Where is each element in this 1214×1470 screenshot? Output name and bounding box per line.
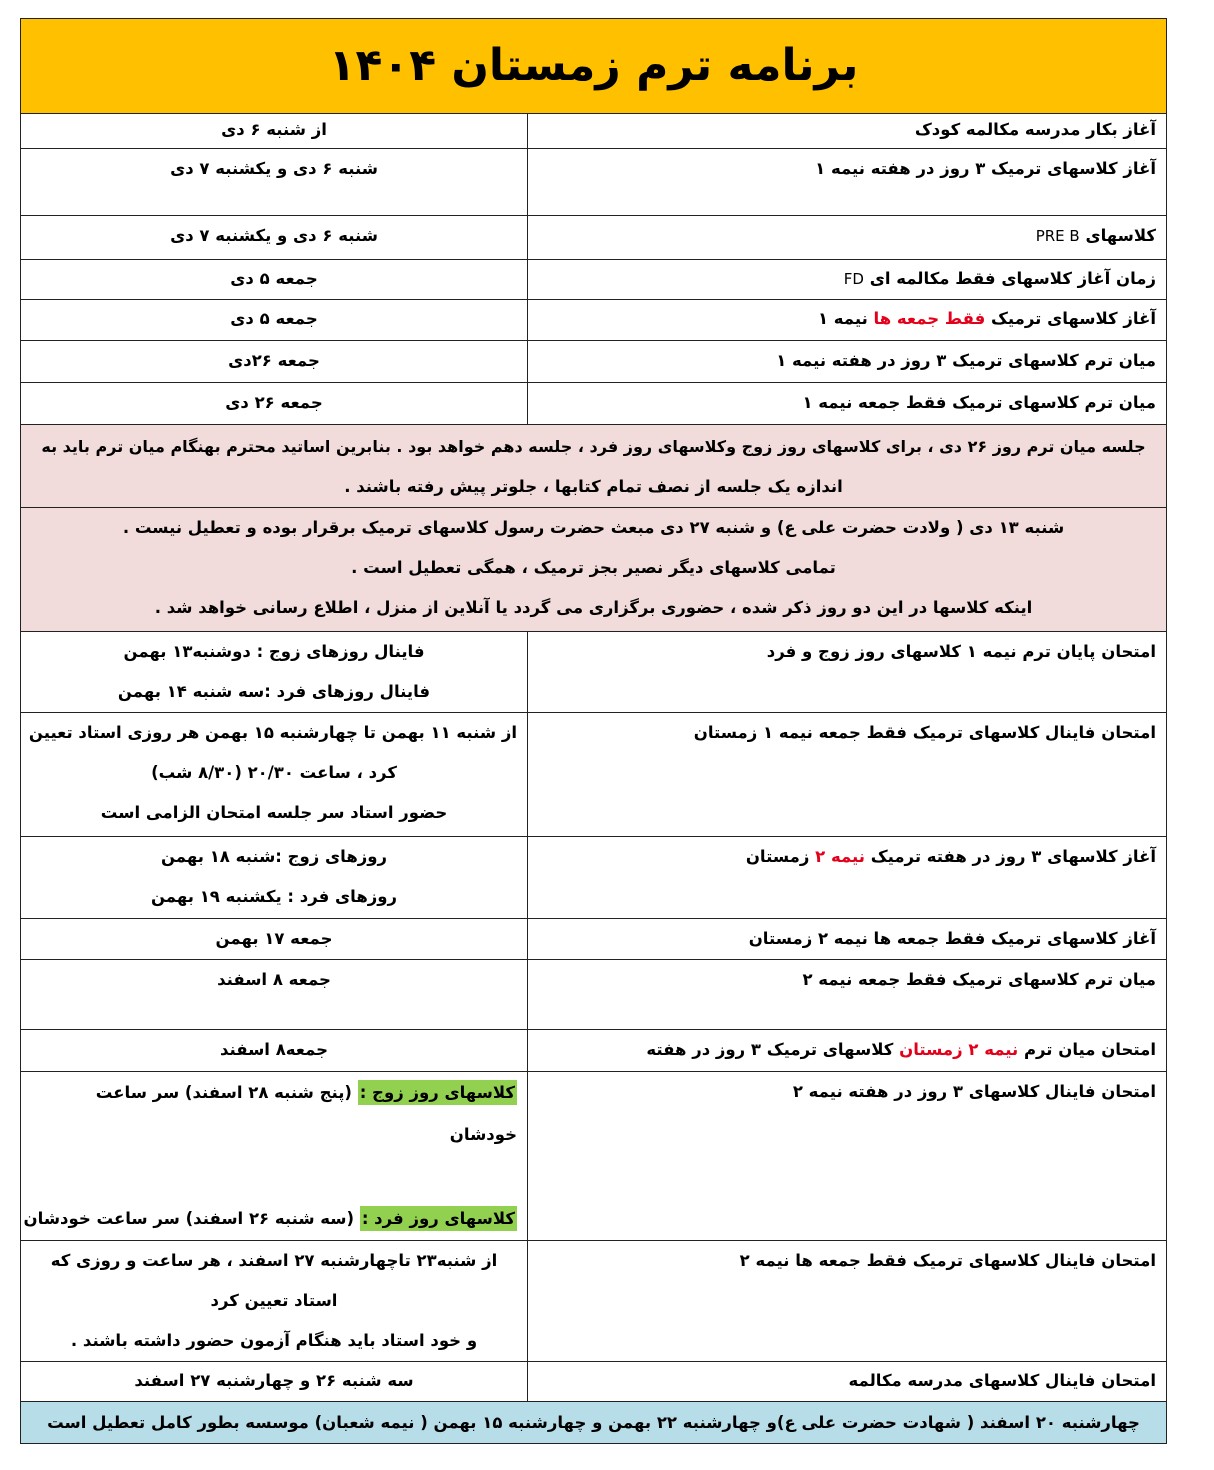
value-line: و خود استاد باید هنگام آزمون حضور داشته باشند . — [70, 1331, 478, 1350]
row-label: آغاز کلاسهای ترمیک فقط جمعه ها نیمه ۲ زمستان — [528, 919, 1167, 960]
value-line: فاینال روزهای زوج : دوشنبه۱۳ بهمن — [123, 642, 425, 661]
row-value: شنبه ۶ دی و یکشنبه ۷ دی — [21, 216, 528, 260]
row-label — [528, 1030, 1167, 1072]
highlight-red-text: نیمه ۲ — [815, 847, 865, 866]
row-value: جمعه ۲۶ دی — [21, 383, 528, 425]
row-label — [528, 216, 1167, 260]
value-line: کرد ، ساعت ۲۰/۳۰ (۸/۳۰ شب) — [151, 763, 397, 782]
spacer — [31, 1156, 517, 1198]
row-value — [21, 837, 528, 919]
closure-footer: چهارشنبه ۲۰ اسفند ( شهادت حضرت علی ع)و چهارشنبه ۲۲ بهمن و چهارشنبه ۱۵ بهمن ( نیمه شعبان) موسسه بطور کامل تعطیل است — [21, 1402, 1167, 1444]
note-line: شنبه ۱۳ دی ( ولادت حضرت علی ع) و شنبه ۲۷ دی مبعث حضرت رسول کلاسهای ترمیک برقرار بوده و تعطیل نیست . — [122, 518, 1065, 537]
row-value: جمعه ۵ دی — [21, 300, 528, 341]
value-line: حضور استاد سر جلسه امتحان الزامی است — [100, 803, 448, 822]
row-value: سه شنبه ۲۶ و چهارشنبه ۲۷ اسفند — [21, 1362, 528, 1402]
row-label: امتحان فاینال کلاسهای مدرسه مکالمه — [528, 1362, 1167, 1402]
highlight-red-text: نیمه ۲ زمستان — [899, 1040, 1019, 1059]
value-line: خودشان — [449, 1125, 518, 1144]
label-text: زمستان — [745, 847, 810, 866]
value-line: روزهای زوج :شنبه ۱۸ بهمن — [160, 847, 388, 866]
label-text: زمان آغاز کلاسهای فقط مکالمه ای — [869, 269, 1157, 288]
odd-days-tag: کلاسهای روز فرد : — [360, 1206, 517, 1231]
even-days-tag: کلاسهای روز زوج : — [358, 1080, 517, 1105]
row-value: از شنبه ۶ دی — [21, 114, 528, 149]
row-label — [528, 300, 1167, 341]
row-value — [21, 1241, 528, 1362]
row-label — [528, 260, 1167, 300]
value-line: فاینال روزهای فرد :سه شنبه ۱۴ بهمن — [117, 682, 431, 701]
row-label: میان ترم کلاسهای ترمیک فقط جمعه نیمه ۱ — [528, 383, 1167, 425]
row-label: امتحان پایان ترم نیمه ۱ کلاسهای روز زوج و فرد — [528, 632, 1167, 713]
highlight-red-text: فقط جمعه ها — [873, 309, 986, 328]
class-code: FD — [843, 270, 864, 288]
even-days-text: (پنج شنبه ۲۸ اسفند) سر ساعت — [95, 1083, 352, 1102]
value-line: استاد تعیین کرد — [210, 1291, 338, 1310]
value-line: از شنبه ۱۱ بهمن تا چهارشنبه ۱۵ بهمن هر روزی استاد تعیین — [28, 723, 518, 742]
row-label — [528, 837, 1167, 919]
row-value — [21, 1072, 528, 1241]
row-value: جمعه ۲۶دی — [21, 341, 528, 383]
row-label: امتحان فاینال کلاسهای ۳ روز در هفته نیمه ۲ — [528, 1072, 1167, 1241]
row-label: آغاز کلاسهای ترمیک ۳ روز در هفته نیمه ۱ — [528, 149, 1167, 216]
row-value: جمعه ۸ اسفند — [21, 960, 528, 1030]
note-line: تمامی کلاسهای دیگر نصیر بجز ترمیک ، همگی تعطیل است . — [351, 558, 836, 577]
row-value: شنبه ۶ دی و یکشنبه ۷ دی — [21, 149, 528, 216]
odd-days-text: (سه شنبه ۲۶ اسفند) سر ساعت خودشان — [23, 1209, 355, 1228]
label-text: آغاز کلاسهای ۳ روز در هفته ترمیک — [870, 847, 1157, 866]
note-line: اندازه یک جلسه از نصف تمام کتابها ، جلوتر پیش رفته باشند . — [344, 477, 843, 496]
value-line — [31, 1072, 517, 1114]
holiday-note — [21, 508, 1167, 632]
class-code: PRE B — [1035, 227, 1080, 245]
label-text: کلاسهای ترمیک ۳ روز در هفته — [646, 1040, 894, 1059]
value-line: روزهای فرد : یکشنبه ۱۹ بهمن — [150, 887, 398, 906]
label-text: کلاسهای — [1085, 226, 1157, 245]
midterm-note — [21, 425, 1167, 508]
schedule-table — [20, 18, 1167, 1444]
row-label: امتحان فاینال کلاسهای ترمیک فقط جمعه نیمه ۱ زمستان — [528, 713, 1167, 837]
page-title: برنامه ترم زمستان ۱۴۰۴ — [21, 19, 1167, 114]
label-text: امتحان میان ترم — [1023, 1040, 1157, 1059]
note-line: جلسه میان ترم روز ۲۶ دی ، برای کلاسهای روز زوج وکلاسهای روز فرد ، جلسه دهم خواهد بود . بنابرین اساتید محترم بهنگام میان ترم باید به — [41, 437, 1146, 456]
row-value: جمعه ۱۷ بهمن — [21, 919, 528, 960]
row-value — [21, 713, 528, 837]
row-label: میان ترم کلاسهای ترمیک فقط جمعه نیمه ۲ — [528, 960, 1167, 1030]
note-line: اینکه کلاسها در این دو روز ذکر شده ، حضوری برگزاری می گردد یا آنلاین از منزل ، اطلاع رسانی خواهد شد . — [154, 598, 1033, 617]
row-value — [21, 632, 528, 713]
label-text: نیمه ۱ — [817, 309, 868, 328]
label-text: آغاز کلاسهای ترمیک — [991, 309, 1157, 328]
row-label: آغاز بکار مدرسه مکالمه کودک — [528, 114, 1167, 149]
row-label: امتحان فاینال کلاسهای ترمیک فقط جمعه ها نیمه ۲ — [528, 1241, 1167, 1362]
value-line: از شنبه۲۳ تاچهارشنبه ۲۷ اسفند ، هر ساعت و روزی که — [50, 1251, 498, 1270]
row-value: جمعه ۵ دی — [21, 260, 528, 300]
row-value: جمعه۸ اسفند — [21, 1030, 528, 1072]
value-line — [23, 1198, 517, 1240]
row-label: میان ترم کلاسهای ترمیک ۳ روز در هفته نیمه ۱ — [528, 341, 1167, 383]
